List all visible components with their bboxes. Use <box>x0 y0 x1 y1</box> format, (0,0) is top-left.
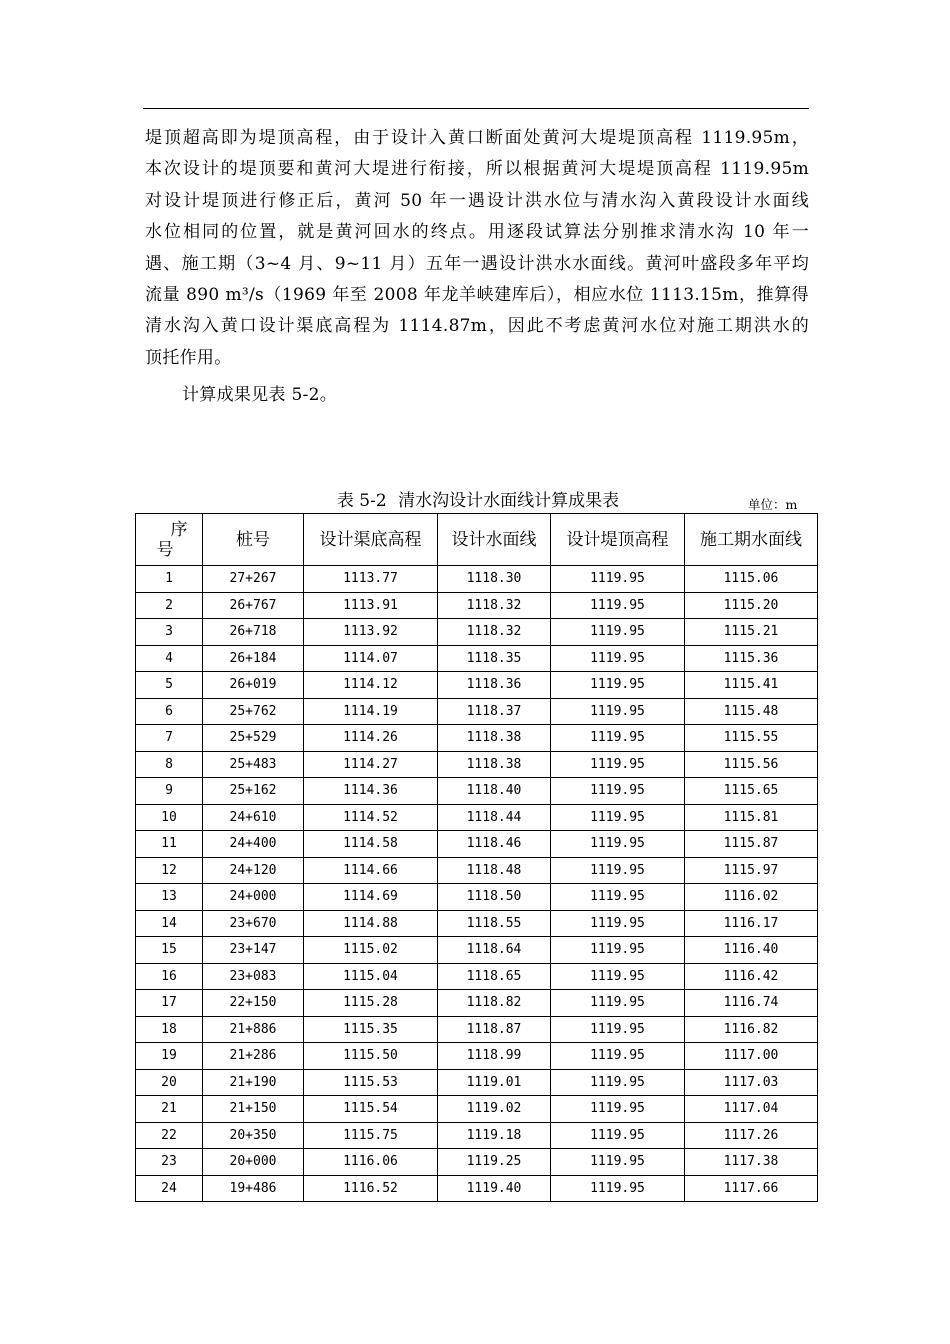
table-row <box>136 804 818 831</box>
cell-water-level: 1118.30 <box>438 566 551 593</box>
cell-station: 23+670 <box>203 910 304 937</box>
cell-bed-elevation: 1114.27 <box>304 751 438 778</box>
cell-seq: 19 <box>136 1043 203 1070</box>
cell-seq: 11 <box>136 831 203 858</box>
cell-dike-elevation: 1119.95 <box>551 1096 685 1123</box>
cell-water-level: 1118.38 <box>438 725 551 752</box>
cell-seq: 4 <box>136 645 203 672</box>
table-row <box>136 698 818 725</box>
table-row <box>136 910 818 937</box>
cell-dike-elevation: 1119.95 <box>551 963 685 990</box>
cell-dike-elevation: 1119.95 <box>551 751 685 778</box>
result-note: 计算成果见表 5-2。 <box>182 385 338 406</box>
cell-water-level: 1118.38 <box>438 751 551 778</box>
cell-bed-elevation: 1115.54 <box>304 1096 438 1123</box>
cell-seq: 17 <box>136 990 203 1017</box>
cell-water-level: 1118.36 <box>438 672 551 699</box>
cell-dike-elevation: 1119.95 <box>551 566 685 593</box>
table-row <box>136 566 818 593</box>
cell-construction-level: 1115.48 <box>685 698 818 725</box>
cell-seq: 15 <box>136 937 203 964</box>
cell-bed-elevation: 1116.06 <box>304 1149 438 1176</box>
cell-bed-elevation: 1115.02 <box>304 937 438 964</box>
cell-seq: 20 <box>136 1069 203 1096</box>
cell-station: 24+400 <box>203 831 304 858</box>
cell-dike-elevation: 1119.95 <box>551 645 685 672</box>
cell-water-level: 1119.40 <box>438 1175 551 1202</box>
cell-bed-elevation: 1114.19 <box>304 698 438 725</box>
header-station: 桩号 <box>203 514 304 566</box>
table-row <box>136 963 818 990</box>
body-text <box>145 123 809 412</box>
table-row <box>136 937 818 964</box>
cell-water-level: 1119.18 <box>438 1122 551 1149</box>
cell-bed-elevation: 1114.12 <box>304 672 438 699</box>
cell-seq: 9 <box>136 778 203 805</box>
header-bed-elevation: 设计渠底高程 <box>304 514 438 566</box>
cell-bed-elevation: 1114.26 <box>304 725 438 752</box>
cell-water-level: 1119.25 <box>438 1149 551 1176</box>
cell-seq: 12 <box>136 857 203 884</box>
paragraph-line: 对设计堤顶进行修正后，黄河 50 年一遇设计洪水位与清水沟入黄段设计水面线 <box>145 190 809 211</box>
cell-seq: 23 <box>136 1149 203 1176</box>
cell-bed-elevation: 1113.77 <box>304 566 438 593</box>
cell-construction-level: 1116.42 <box>685 963 818 990</box>
header-seq-top: 序 <box>170 519 188 540</box>
cell-construction-level: 1115.81 <box>685 804 818 831</box>
cell-construction-level: 1115.21 <box>685 619 818 646</box>
cell-bed-elevation: 1115.50 <box>304 1043 438 1070</box>
cell-bed-elevation: 1116.52 <box>304 1175 438 1202</box>
cell-construction-level: 1115.36 <box>685 645 818 672</box>
table-row <box>136 1043 818 1070</box>
unit-label: 单位：m <box>748 497 798 512</box>
cell-seq: 21 <box>136 1096 203 1123</box>
cell-dike-elevation: 1119.95 <box>551 1149 685 1176</box>
cell-construction-level: 1117.04 <box>685 1096 818 1123</box>
cell-construction-level: 1116.40 <box>685 937 818 964</box>
cell-station: 25+483 <box>203 751 304 778</box>
cell-dike-elevation: 1119.95 <box>551 778 685 805</box>
cell-water-level: 1118.99 <box>438 1043 551 1070</box>
table-row <box>136 1175 818 1202</box>
table-row <box>136 831 818 858</box>
cell-station: 26+019 <box>203 672 304 699</box>
header-dike-elevation: 设计堤顶高程 <box>551 514 685 566</box>
cell-dike-elevation: 1119.95 <box>551 698 685 725</box>
paragraph-line: 堤顶超高即为堤顶高程，由于设计入黄口断面处黄河大堤堤顶高程 1119.95m， <box>145 128 809 148</box>
cell-construction-level: 1115.97 <box>685 857 818 884</box>
cell-seq: 6 <box>136 698 203 725</box>
cell-water-level: 1118.48 <box>438 857 551 884</box>
cell-dike-elevation: 1119.95 <box>551 1175 685 1202</box>
cell-bed-elevation: 1115.75 <box>304 1122 438 1149</box>
cell-water-level: 1118.50 <box>438 884 551 911</box>
paragraph-line: 遇、施工期（3~4 月、9~11 月）五年一遇设计洪水水面线。黄河叶盛段多年平均 <box>145 253 809 274</box>
cell-dike-elevation: 1119.95 <box>551 937 685 964</box>
cell-seq: 24 <box>136 1175 203 1202</box>
table-row <box>136 592 818 619</box>
cell-dike-elevation: 1119.95 <box>551 857 685 884</box>
table-caption <box>0 486 950 511</box>
cell-dike-elevation: 1119.95 <box>551 884 685 911</box>
table-title: 清水沟设计水面线计算成果表 <box>398 491 620 511</box>
cell-station: 23+147 <box>203 937 304 964</box>
cell-water-level: 1119.02 <box>438 1096 551 1123</box>
cell-bed-elevation: 1114.36 <box>304 778 438 805</box>
cell-dike-elevation: 1119.95 <box>551 804 685 831</box>
cell-construction-level: 1115.87 <box>685 831 818 858</box>
cell-bed-elevation: 1113.92 <box>304 619 438 646</box>
cell-water-level: 1118.37 <box>438 698 551 725</box>
cell-dike-elevation: 1119.95 <box>551 831 685 858</box>
cell-seq: 14 <box>136 910 203 937</box>
cell-bed-elevation: 1114.07 <box>304 645 438 672</box>
paragraph-line: 清水沟入黄口设计渠底高程为 1114.87m，因此不考虑黄河水位对施工期洪水的 <box>145 316 809 337</box>
cell-construction-level: 1116.82 <box>685 1016 818 1043</box>
cell-seq: 22 <box>136 1122 203 1149</box>
cell-station: 20+350 <box>203 1122 304 1149</box>
cell-construction-level: 1117.38 <box>685 1149 818 1176</box>
cell-station: 25+529 <box>203 725 304 752</box>
cell-construction-level: 1116.02 <box>685 884 818 911</box>
cell-station: 21+150 <box>203 1096 304 1123</box>
cell-bed-elevation: 1114.52 <box>304 804 438 831</box>
table-row <box>136 990 818 1017</box>
cell-dike-elevation: 1119.95 <box>551 725 685 752</box>
header-water-level: 设计水面线 <box>438 514 551 566</box>
table-row <box>136 751 818 778</box>
paragraph-line: 顶托作用。 <box>145 347 232 368</box>
cell-station: 26+767 <box>203 592 304 619</box>
cell-water-level: 1118.35 <box>438 645 551 672</box>
cell-station: 24+000 <box>203 884 304 911</box>
table-row <box>136 1069 818 1096</box>
cell-water-level: 1118.44 <box>438 804 551 831</box>
table-row <box>136 1016 818 1043</box>
cell-seq: 13 <box>136 884 203 911</box>
cell-station: 24+610 <box>203 804 304 831</box>
cell-seq: 10 <box>136 804 203 831</box>
cell-construction-level: 1116.17 <box>685 910 818 937</box>
paragraph-line: 流量 890 m³/s（1969 年至 2008 年龙羊峡建库后），相应水位 1113.15m，推算得 <box>145 285 809 306</box>
cell-bed-elevation: 1115.35 <box>304 1016 438 1043</box>
cell-station: 26+184 <box>203 645 304 672</box>
cell-construction-level: 1117.26 <box>685 1122 818 1149</box>
cell-station: 21+886 <box>203 1016 304 1043</box>
cell-dike-elevation: 1119.95 <box>551 910 685 937</box>
cell-water-level: 1118.32 <box>438 619 551 646</box>
header-rule <box>143 108 809 109</box>
cell-station: 27+267 <box>203 566 304 593</box>
cell-station: 23+083 <box>203 963 304 990</box>
header-seq <box>136 514 203 566</box>
table-body <box>136 566 818 1202</box>
header-seq-bottom: 号 <box>156 539 174 560</box>
table-row <box>136 619 818 646</box>
cell-bed-elevation: 1114.58 <box>304 831 438 858</box>
table-row <box>136 1122 818 1149</box>
cell-construction-level: 1117.03 <box>685 1069 818 1096</box>
cell-water-level: 1118.46 <box>438 831 551 858</box>
cell-dike-elevation: 1119.95 <box>551 1043 685 1070</box>
paragraph-line: 水位相同的位置，就是黄河回水的终点。用逐段试算法分别推求清水沟 10 年一 <box>145 222 809 243</box>
cell-bed-elevation: 1113.91 <box>304 592 438 619</box>
cell-station: 25+162 <box>203 778 304 805</box>
cell-station: 26+718 <box>203 619 304 646</box>
cell-construction-level: 1115.20 <box>685 592 818 619</box>
cell-bed-elevation: 1114.88 <box>304 910 438 937</box>
cell-water-level: 1118.82 <box>438 990 551 1017</box>
paragraph-line: 本次设计的堤顶要和黄河大堤进行衔接，所以根据黄河大堤堤顶高程 1119.95m <box>145 159 809 180</box>
cell-station: 22+150 <box>203 990 304 1017</box>
cell-construction-level: 1117.66 <box>685 1175 818 1202</box>
table-row <box>136 1149 818 1176</box>
cell-construction-level: 1115.55 <box>685 725 818 752</box>
cell-bed-elevation: 1115.04 <box>304 963 438 990</box>
table-row <box>136 645 818 672</box>
cell-station: 24+120 <box>203 857 304 884</box>
cell-water-level: 1118.64 <box>438 937 551 964</box>
cell-seq: 7 <box>136 725 203 752</box>
cell-seq: 8 <box>136 751 203 778</box>
header-construction-level: 施工期水面线 <box>685 514 818 566</box>
cell-water-level: 1118.65 <box>438 963 551 990</box>
cell-dike-elevation: 1119.95 <box>551 990 685 1017</box>
cell-station: 20+000 <box>203 1149 304 1176</box>
cell-dike-elevation: 1119.95 <box>551 619 685 646</box>
cell-water-level: 1119.01 <box>438 1069 551 1096</box>
cell-construction-level: 1115.56 <box>685 751 818 778</box>
results-table <box>135 513 818 1202</box>
table-row <box>136 857 818 884</box>
cell-construction-level: 1115.06 <box>685 566 818 593</box>
cell-bed-elevation: 1114.66 <box>304 857 438 884</box>
table-row <box>136 725 818 752</box>
cell-bed-elevation: 1114.69 <box>304 884 438 911</box>
table-number: 表 5-2 <box>336 491 387 511</box>
cell-bed-elevation: 1115.53 <box>304 1069 438 1096</box>
cell-dike-elevation: 1119.95 <box>551 592 685 619</box>
cell-water-level: 1118.55 <box>438 910 551 937</box>
cell-seq: 1 <box>136 566 203 593</box>
cell-dike-elevation: 1119.95 <box>551 672 685 699</box>
cell-station: 21+190 <box>203 1069 304 1096</box>
cell-water-level: 1118.32 <box>438 592 551 619</box>
cell-dike-elevation: 1119.95 <box>551 1069 685 1096</box>
cell-seq: 16 <box>136 963 203 990</box>
cell-dike-elevation: 1119.95 <box>551 1122 685 1149</box>
cell-bed-elevation: 1115.28 <box>304 990 438 1017</box>
table-header-row <box>136 514 818 566</box>
cell-construction-level: 1115.41 <box>685 672 818 699</box>
table-row <box>136 778 818 805</box>
cell-seq: 2 <box>136 592 203 619</box>
table-row <box>136 672 818 699</box>
cell-water-level: 1118.40 <box>438 778 551 805</box>
cell-construction-level: 1117.00 <box>685 1043 818 1070</box>
cell-construction-level: 1116.74 <box>685 990 818 1017</box>
cell-station: 21+286 <box>203 1043 304 1070</box>
cell-construction-level: 1115.65 <box>685 778 818 805</box>
cell-water-level: 1118.87 <box>438 1016 551 1043</box>
cell-seq: 18 <box>136 1016 203 1043</box>
cell-seq: 3 <box>136 619 203 646</box>
cell-station: 25+762 <box>203 698 304 725</box>
cell-station: 19+486 <box>203 1175 304 1202</box>
cell-dike-elevation: 1119.95 <box>551 1016 685 1043</box>
cell-seq: 5 <box>136 672 203 699</box>
table-row <box>136 884 818 911</box>
table-row <box>136 1096 818 1123</box>
